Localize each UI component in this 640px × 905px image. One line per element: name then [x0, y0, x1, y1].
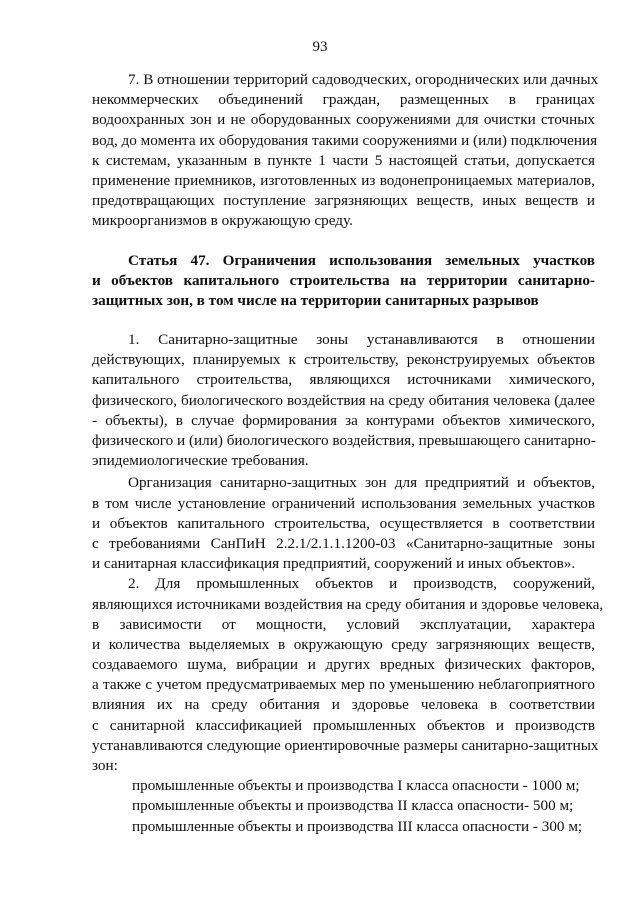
text-line: действующих, планируемых к строительству, реконструируемых объектов [92, 351, 595, 369]
list-item: промышленные объекты и производства II класса опасности- 500 м; [132, 797, 574, 815]
article-heading [92, 251, 595, 312]
text-line: - объекты), в случае формирования за контурами объектов химического, [92, 411, 595, 429]
text-line: с санитарной классификацией промышленных объектов и производств [92, 716, 595, 734]
paragraph-2 [92, 574, 604, 776]
heading-line: Статья 47. Ограничения использования земельных участков [128, 251, 595, 269]
text-line: 2. Для промышленных объектов и производств, сооружений, [128, 575, 595, 593]
page-number: 93 [312, 39, 328, 55]
text-line: эпидемиологические требования. [92, 452, 309, 470]
text-line: являющихся источниками воздействия на среду обитания и здоровье человека, [92, 595, 604, 613]
text-line: создаваемого шума, вибрации и других вредных физических факторов, [92, 656, 595, 674]
paragraph-7 [92, 70, 599, 232]
text-line: в том числе установление ограничений использования земельных участков [92, 494, 595, 512]
text-line: к системам, указанным в пункте 1 части 5 настоящей статьи, допускается [92, 151, 595, 169]
text-line: с требованиями СанПиН 2.2.1/2.1.1.1200-03 «Санитарно-защитные зоны [92, 534, 595, 552]
heading-line: защитных зон, в том числе на территории санитарных разрывов [92, 291, 539, 309]
text-line: и количества выделяемых в окружающую среду загрязняющих веществ, [92, 635, 595, 653]
list-item: промышленные объекты и производства III класса опасности - 300 м; [132, 817, 583, 835]
list-item: промышленные объекты и производства I класса опасности - 1000 м; [132, 777, 580, 795]
text-line: и объектов капитального строительства, осуществляется в соответствии [92, 514, 595, 532]
text-line: некоммерческих объединений граждан, размещенных в границах [92, 91, 595, 109]
heading-line: и объектов капитального строительства на территории санитарно- [92, 271, 595, 289]
text-line: предотвращающих поступление загрязняющих веществ, иных веществ и [92, 192, 595, 210]
text-line: водоохранных зон и не оборудованных сооружениями для очистки сточных [92, 111, 595, 129]
paragraph-1 [92, 330, 595, 471]
paragraph-organization [92, 473, 595, 574]
text-line: зон: [92, 757, 118, 774]
text-line: применение приемников, изготовленных из водонепроницаемых материалов, [92, 171, 595, 189]
text-line: а также с учетом предусматриваемых мер по уменьшению неблагоприятного [92, 676, 595, 694]
text-line: устанавливаются следующие ориентировочные размеры санитарно-защитных [92, 736, 599, 754]
text-line: капитального строительства, являющихся источниками химического, [92, 371, 595, 389]
text-line: влияния их на среду обитания и здоровье человека в соответствии [92, 696, 595, 714]
text-line: 1. Санитарно-защитные зоны устанавливаются в отношении [128, 331, 595, 349]
text-line: микроорганизмов в окружающую среду. [92, 212, 353, 230]
text-line: в зависимости от мощности, условий эксплуатации, характера [92, 615, 595, 633]
text-line: Организация санитарно-защитных зон для предприятий и объектов, [128, 474, 595, 492]
text-line: физического, биологического воздействия на среду обитания человека (далее [92, 391, 595, 409]
text-line: и санитарная классификация предприятий, сооружений и иных объектов». [92, 555, 576, 573]
text-line: вод, до момента их оборудования такими сооружениями и (или) подключения [92, 131, 598, 149]
zones-list [92, 776, 595, 837]
text-line: физического и (или) биологического воздействия, превышающего санитарно- [92, 432, 596, 449]
document-body [92, 70, 604, 837]
text-line: 7. В отношении территорий садоводческих, огороднических или дачных [128, 71, 599, 88]
